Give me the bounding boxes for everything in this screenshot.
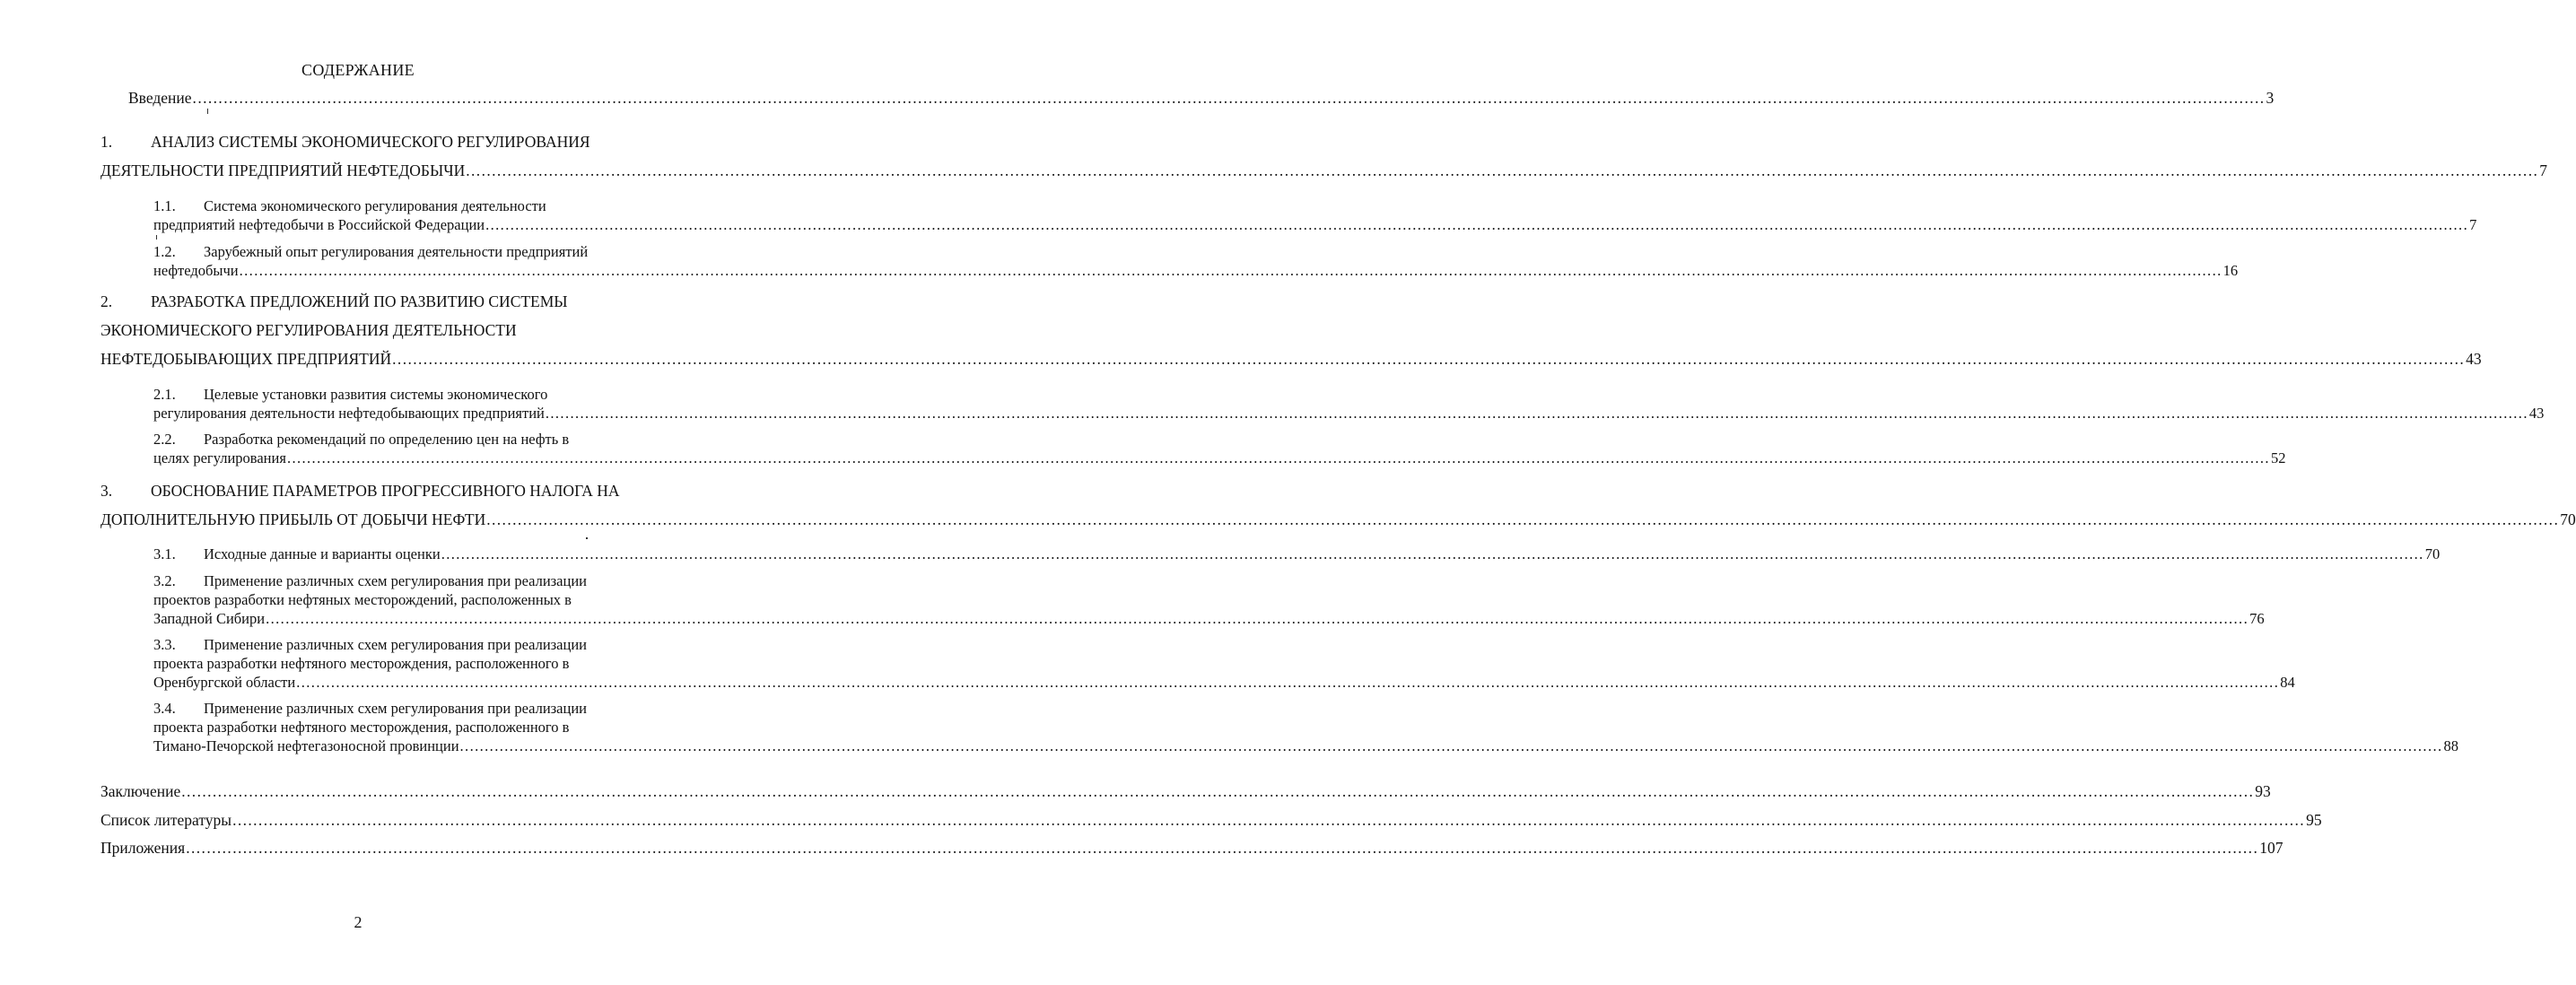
section-3-3-last-line — [153, 674, 2295, 692]
section-title-line: регулирования деятельности нефтедобывающих предприятий — [153, 405, 545, 422]
dot-leader: ................................................................................................................................................................................................................................................................................................................................................................................................................ — [459, 737, 2443, 754]
chapter-number: 3. — [100, 482, 113, 500]
chapter-1-heading — [100, 133, 590, 152]
chapter-title-line: НЕФТЕДОБЫВАЮЩИХ ПРЕДПРИЯТИЙ — [100, 350, 392, 368]
dot-leader: ................................................................................................................................................................................................................................................................................................................................................................................................................ — [485, 216, 2469, 233]
section-3-1-line — [153, 545, 2441, 563]
section-3-3-line-2 — [153, 655, 569, 673]
section-title-line: Оренбургской области — [153, 674, 296, 691]
dot-leader: ................................................................................................................................................................................................................................................................................................................................................................................................................ — [441, 545, 2424, 562]
section-3-4-last-line — [153, 737, 2459, 755]
section-title-line: предприятий нефтедобычи в Российской Федерации — [153, 216, 485, 233]
dot-leader: ................................................................................................................................................................................................................................................................................................................................................................................................................ — [486, 510, 2560, 528]
section-title-line: Применение различных схем регулирования при реализации — [204, 572, 587, 589]
section-title-line: проекта разработки нефтяного месторождения, расположенного в — [153, 655, 570, 672]
section-title-line: Применение различных схем регулирования при реализации — [204, 700, 587, 717]
scan-speck — [586, 537, 588, 539]
section-3-4-heading — [153, 700, 587, 718]
section-number: 1.2. — [153, 243, 176, 260]
toc-entry-label: Введение — [128, 89, 192, 107]
toc-page-number: 52 — [2270, 449, 2286, 466]
dot-leader: ................................................................................................................................................................................................................................................................................................................................................................................................................ — [286, 449, 2270, 466]
section-2-2-heading — [153, 431, 569, 449]
section-1-1-heading — [153, 197, 546, 215]
toc-page-number: 43 — [2528, 405, 2545, 422]
chapter-2-last-line — [100, 350, 2482, 369]
section-title-line: Зарубежный опыт регулирования деятельности предприятий — [204, 243, 589, 260]
toc-entry-label: Приложения — [100, 839, 186, 857]
toc-entry-label: Заключение — [100, 782, 181, 800]
section-title-line: Разработка рекомендаций по определению цен на нефть в — [204, 431, 570, 448]
section-title-line: Исходные данные и варианты оценки — [204, 545, 441, 562]
toc-page-number: 70 — [2424, 545, 2441, 562]
section-title-line: проекта разработки нефтяного месторождения, расположенного в — [153, 719, 570, 736]
section-number: 2.2. — [153, 431, 176, 448]
dot-leader: ................................................................................................................................................................................................................................................................................................................................................................................................................ — [466, 161, 2539, 179]
chapter-number: 1. — [100, 133, 113, 151]
section-title-line: нефтедобычи — [153, 262, 239, 279]
chapter-3-heading — [100, 482, 620, 501]
section-1-2-last-line — [153, 262, 2239, 280]
scan-speck — [207, 109, 208, 114]
toc-page-number: 84 — [2280, 674, 2295, 691]
section-2-1-heading — [153, 386, 547, 404]
dot-leader: ................................................................................................................................................................................................................................................................................................................................................................................................................ — [392, 350, 2466, 368]
toc-page-number: 3 — [2266, 89, 2275, 107]
toc-page-number: 107 — [2259, 839, 2283, 857]
toc-page-number: 95 — [2306, 811, 2322, 829]
dot-leader: ................................................................................................................................................................................................................................................................................................................................................................................................................ — [296, 674, 2280, 691]
page-number: 2 — [354, 913, 362, 931]
section-title-line: Западной Сибири — [153, 610, 266, 627]
section-number: 3.2. — [153, 572, 176, 589]
section-2-1-last-line — [153, 405, 2545, 423]
toc-page-number: 93 — [2255, 782, 2271, 800]
chapter-1-last-line — [100, 161, 2547, 180]
section-number: 1.1. — [153, 197, 176, 214]
toc-entry-intro — [128, 89, 2275, 108]
section-title-line: Система экономического регулирования деятельности — [204, 197, 546, 214]
scan-speck — [156, 235, 157, 240]
dot-leader: ................................................................................................................................................................................................................................................................................................................................................................................................................ — [545, 405, 2528, 422]
section-number: 2.1. — [153, 386, 176, 403]
chapter-2-heading — [100, 292, 568, 311]
toc-entry-references — [100, 811, 2322, 830]
page-title: СОДЕРЖАНИЕ — [301, 61, 415, 79]
section-title-line: Тимано-Печорской нефтегазоносной провинции — [153, 737, 459, 754]
toc-page-number: 7 — [2539, 161, 2547, 179]
chapter-title-line: РАЗРАБОТКА ПРЕДЛОЖЕНИЙ ПО РАЗВИТИЮ СИСТЕМЫ — [151, 292, 568, 310]
section-3-4-line-2 — [153, 719, 569, 737]
chapter-2-line-2 — [100, 321, 517, 340]
toc-page-number: 43 — [2466, 350, 2482, 368]
toc-page-number: 7 — [2469, 216, 2477, 233]
section-3-3-heading — [153, 636, 587, 654]
dot-leader: ................................................................................................................................................................................................................................................................................................................................................................................................................ — [239, 262, 2222, 279]
section-2-2-last-line — [153, 449, 2286, 467]
toc-page-number: 16 — [2222, 262, 2239, 279]
section-title-line: Целевые установки развития системы экономического — [204, 386, 548, 403]
toc-entry-conclusion — [100, 782, 2271, 801]
section-3-2-line-2 — [153, 591, 572, 609]
section-number: 3.3. — [153, 636, 176, 653]
chapter-title-line: АНАЛИЗ СИСТЕМЫ ЭКОНОМИЧЕСКОГО РЕГУЛИРОВАНИЯ — [151, 133, 590, 151]
chapter-title-line: ДОПОЛНИТЕЛЬНУЮ ПРИБЫЛЬ ОТ ДОБЫЧИ НЕФТИ — [100, 510, 486, 528]
section-title-line: проектов разработки нефтяных месторождений, расположенных в — [153, 591, 572, 608]
dot-leader: ................................................................................................................................................................................................................................................................................................................................................................................................................ — [266, 610, 2249, 627]
chapter-title-line: ДЕЯТЕЛЬНОСТИ ПРЕДПРИЯТИЙ НЕФТЕДОБЫЧИ — [100, 161, 466, 179]
dot-leader: ................................................................................................................................................................................................................................................................................................................................................................................................................ — [186, 839, 2259, 857]
section-1-1-last-line — [153, 216, 2477, 234]
toc-entry-appendices — [100, 839, 2283, 858]
section-3-2-heading — [153, 572, 587, 590]
section-title-line: целях регулирования — [153, 449, 286, 466]
section-number: 3.1. — [153, 545, 176, 562]
section-title-line: Применение различных схем регулирования при реализации — [204, 636, 587, 653]
chapter-title-line: ОБОСНОВАНИЕ ПАРАМЕТРОВ ПРОГРЕССИВНОГО НАЛОГА НА — [151, 482, 620, 500]
chapter-3-last-line — [100, 510, 2576, 529]
dot-leader: ................................................................................................................................................................................................................................................................................................................................................................................................................ — [232, 811, 2306, 829]
toc-page-number: 76 — [2249, 610, 2265, 627]
toc-page-number: 70 — [2560, 510, 2576, 528]
chapter-title-line: ЭКОНОМИЧЕСКОГО РЕГУЛИРОВАНИЯ ДЕЯТЕЛЬНОСТИ — [100, 321, 517, 339]
section-number: 3.4. — [153, 700, 176, 717]
toc-entry-label: Список литературы — [100, 811, 232, 829]
section-3-2-last-line — [153, 610, 2265, 628]
dot-leader: ................................................................................................................................................................................................................................................................................................................................................................................................................ — [181, 782, 2255, 800]
dot-leader: ................................................................................................................................................................................................................................................................................................................................................................................................................ — [192, 89, 2266, 107]
toc-page-number: 88 — [2443, 737, 2459, 754]
section-1-2-heading — [153, 243, 588, 261]
chapter-number: 2. — [100, 292, 113, 310]
